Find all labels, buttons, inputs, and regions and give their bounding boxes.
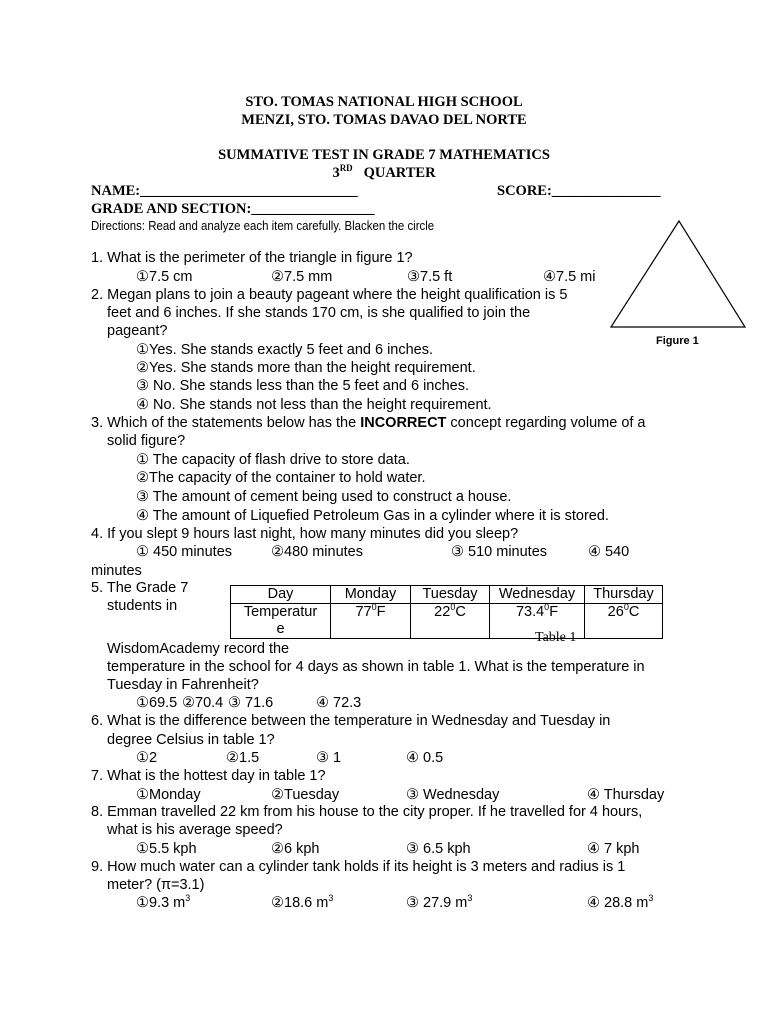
q3-option-2[interactable]: ②The capacity of the container to hold water. xyxy=(136,470,426,486)
q4-option-4-wrap: minutes xyxy=(91,563,142,579)
question-4: 4. If you slept 9 hours last night, how many minutes did you sleep? xyxy=(91,526,519,542)
option-text: ②18.6 m xyxy=(271,895,329,911)
question-7: 7. What is the hottest day in table 1? xyxy=(91,768,326,784)
question-3-line-1 xyxy=(91,414,646,432)
cell-unit: C xyxy=(455,604,466,620)
table-cell-monday xyxy=(331,604,411,639)
cell-degree: 0 xyxy=(450,602,456,613)
school-address: MENZI, STO. TOMAS DAVAO DEL NORTE xyxy=(241,112,527,128)
option-exponent: 3 xyxy=(328,893,334,904)
q6-option-1[interactable]: ①2 xyxy=(136,750,158,766)
school-name: STO. TOMAS NATIONAL HIGH SCHOOL xyxy=(245,94,523,110)
q1-option-4[interactable]: ④7.5 mi xyxy=(543,269,596,285)
option-text: ③ 27.9 m xyxy=(406,895,468,911)
q7-option-3[interactable]: ③ Wednesday xyxy=(406,787,500,803)
question-6-line-1: 6. What is the difference between the temperature in Wednesday and Tuesday in xyxy=(91,713,611,729)
cell-value: 73.4 xyxy=(515,604,545,620)
quarter-suffix: RD xyxy=(339,163,353,174)
question-8-line-1: 8. Emman travelled 22 km from his house to the city proper. If he travelled for 4 hours, xyxy=(91,804,643,820)
table-cell-tuesday xyxy=(411,604,490,639)
table-header-monday: Monday xyxy=(331,586,411,604)
q1-option-3[interactable]: ③7.5 ft xyxy=(407,269,453,285)
q6-option-2[interactable]: ②1.5 xyxy=(226,750,260,766)
q1-option-2[interactable]: ②7.5 mm xyxy=(271,269,333,285)
q5-option-3[interactable]: ③ 71.6 xyxy=(228,695,274,711)
question-5-line-5: Tuesday in Fahrenheit? xyxy=(107,677,259,693)
q3-option-1[interactable]: ① The capacity of flash drive to store data. xyxy=(136,452,410,468)
cell-unit: F xyxy=(549,604,559,620)
q5-option-1[interactable]: ①69.5 xyxy=(136,695,178,711)
q3-text-a: 3. Which of the statements below has the xyxy=(91,415,361,431)
table-header-day: Day xyxy=(231,586,331,604)
quarter-word: QUARTER xyxy=(363,165,436,181)
q2-option-4[interactable]: ④ No. She stands not less than the height requirement. xyxy=(136,397,492,413)
question-8-line-2: what is his average speed? xyxy=(107,822,283,838)
cell-degree: 0 xyxy=(371,602,377,613)
q4-option-2[interactable]: ②480 minutes xyxy=(271,544,363,560)
triangle-shape xyxy=(611,221,745,327)
figure-caption: Figure 1 xyxy=(656,335,699,347)
q9-option-4[interactable] xyxy=(587,894,653,912)
table-cell-thursday xyxy=(585,604,663,639)
option-exponent: 3 xyxy=(185,893,191,904)
cell-value: 22 xyxy=(434,604,451,620)
q3-text-c: concept regarding volume of a xyxy=(446,415,646,431)
figure-1-triangle xyxy=(605,215,755,350)
question-2-line-1: 2. Megan plans to join a beauty pageant where the height qualification is 5 xyxy=(91,287,568,303)
q1-option-1[interactable]: ①7.5 cm xyxy=(136,269,193,285)
q2-option-2[interactable]: ②Yes. She stands more than the height requirement. xyxy=(136,360,476,376)
q7-option-2[interactable]: ②Tuesday xyxy=(271,787,340,803)
q7-option-4[interactable]: ④ Thursday xyxy=(587,787,665,803)
q4-option-1[interactable]: ① 450 minutes xyxy=(136,544,233,560)
q2-option-3[interactable]: ③ No. She stands less than the 5 feet and 6 inches. xyxy=(136,378,470,394)
cell-unit: C xyxy=(628,604,640,620)
question-5-line-1: 5. The Grade 7 xyxy=(91,580,189,596)
question-9-line-2: meter? (π=3.1) xyxy=(107,877,205,893)
q4-option-4[interactable]: ④ 540 xyxy=(588,544,630,560)
directions: Directions: Read and analyze each item carefully. Blacken the circle xyxy=(91,218,435,233)
option-text: ④ 28.8 m xyxy=(587,895,649,911)
table-header-wednesday: Wednesday xyxy=(490,586,585,604)
question-9-line-1: 9. How much water can a cylinder tank holds if its height is 3 meters and radius is 1 xyxy=(91,859,626,875)
q3-option-4[interactable]: ④ The amount of Liquefied Petroleum Gas in a cylinder where it is stored. xyxy=(136,508,609,524)
q6-option-4[interactable]: ④ 0.5 xyxy=(406,750,444,766)
question-2-line-3: pageant? xyxy=(107,323,168,339)
q9-option-1[interactable] xyxy=(136,894,190,912)
score-field[interactable]: SCORE:_______________ xyxy=(497,183,661,199)
cell-unit: F xyxy=(376,604,386,620)
q3-emphasis: INCORRECT xyxy=(360,415,447,431)
q5-option-2[interactable]: ②70.4 xyxy=(182,695,224,711)
cell-value: 77 xyxy=(355,604,372,620)
question-6-line-2: degree Celsius in table 1? xyxy=(107,732,275,748)
q6-option-3[interactable]: ③ 1 xyxy=(316,750,342,766)
test-title: SUMMATIVE TEST IN GRADE 7 MATHEMATICS xyxy=(218,147,550,163)
table-header-tuesday: Tuesday xyxy=(411,586,490,604)
q5-option-4[interactable]: ④ 72.3 xyxy=(316,695,362,711)
row-label-part-1: Temperatur xyxy=(243,604,318,620)
table-header-row xyxy=(231,586,663,604)
quarter-number: 3 xyxy=(332,165,340,181)
grade-section-field[interactable]: GRADE AND SECTION:_________________ xyxy=(91,201,375,217)
option-exponent: 3 xyxy=(467,893,473,904)
q9-option-2[interactable] xyxy=(271,894,333,912)
cell-value: 26 xyxy=(607,604,624,620)
temperature-table xyxy=(230,585,663,639)
name-field[interactable]: NAME:______________________________ xyxy=(91,183,358,199)
question-5-line-4: temperature in the school for 4 days as shown in table 1. What is the temperature in xyxy=(107,659,645,675)
q3-option-3[interactable]: ③ The amount of cement being used to construct a house. xyxy=(136,489,512,505)
table-caption: Table 1 xyxy=(535,630,577,645)
option-text: ①9.3 m xyxy=(136,895,186,911)
q9-option-3[interactable] xyxy=(406,894,472,912)
cell-degree: 0 xyxy=(623,602,629,613)
table-row-label xyxy=(231,604,331,639)
question-2-line-2: feet and 6 inches. If she stands 170 cm, is she qualified to join the xyxy=(107,305,531,321)
q7-option-1[interactable]: ①Monday xyxy=(136,787,201,803)
q8-option-3[interactable]: ③ 6.5 kph xyxy=(406,841,471,857)
q8-option-1[interactable]: ①5.5 kph xyxy=(136,841,197,857)
q2-option-1[interactable]: ①Yes. She stands exactly 5 feet and 6 inches. xyxy=(136,342,434,358)
row-label-part-2: e xyxy=(276,621,285,637)
option-exponent: 3 xyxy=(648,893,654,904)
quarter-label xyxy=(0,165,768,182)
table-row-temperature xyxy=(231,604,663,639)
q8-option-2[interactable]: ②6 kph xyxy=(271,841,320,857)
question-1: 1. What is the perimeter of the triangle in figure 1? xyxy=(91,250,413,266)
cell-degree: 0 xyxy=(544,602,550,613)
q8-option-4[interactable]: ④ 7 kph xyxy=(587,841,640,857)
question-3-line-2: solid figure? xyxy=(107,433,186,449)
q4-option-3[interactable]: ③ 510 minutes xyxy=(451,544,548,560)
question-5-line-3: WisdomAcademy record the xyxy=(107,641,290,657)
question-5-line-2: students in xyxy=(107,598,178,614)
table-header-thursday: Thursday xyxy=(585,586,663,604)
